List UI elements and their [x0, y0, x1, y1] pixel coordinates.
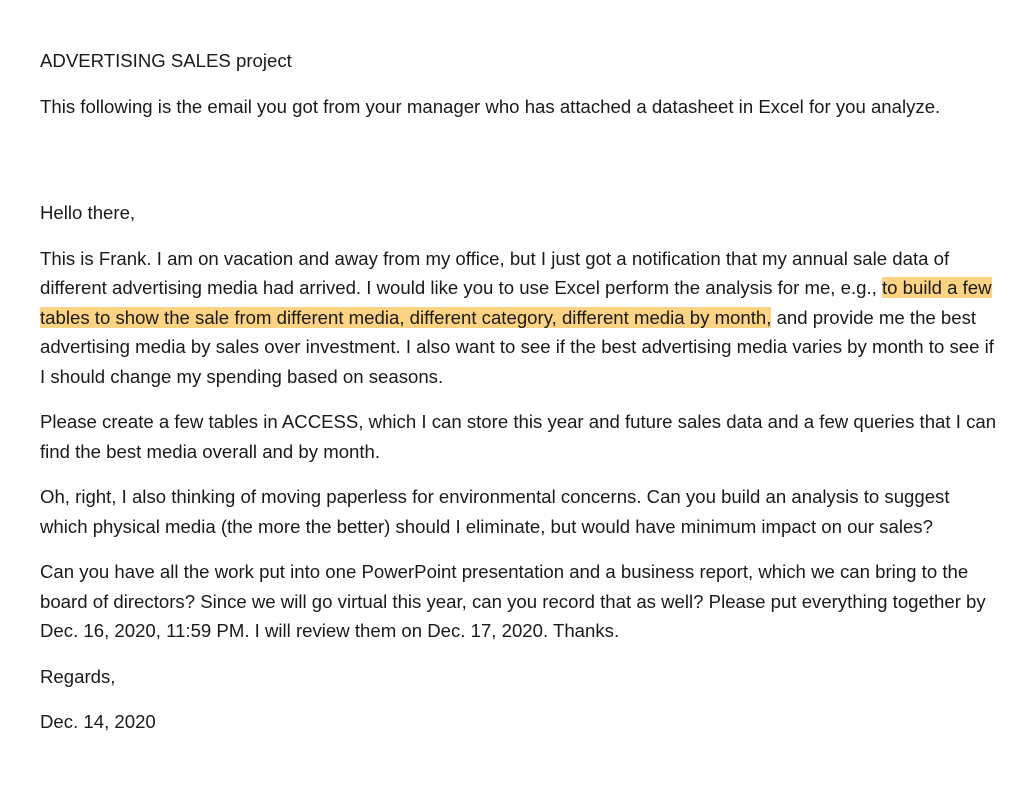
document-title: ADVERTISING SALES project [40, 50, 292, 71]
paragraph-access-tables: Please create a few tables in ACCESS, which I can store this year and future sales data and a few queries that I can find the best media overall and by month. [40, 411, 997, 462]
intro-paragraph: This following is the email you got from your manager who has attached a datasheet in Excel for you analyze. [40, 95, 941, 117]
signature-date: Dec. 14, 2020 [40, 711, 156, 732]
closing-line: Regards, [40, 665, 116, 687]
greeting-line: Hello there, [40, 202, 136, 223]
highlighted-text: to build a few tables to show the sale from different media, different category, different media by month, [40, 277, 992, 328]
paragraph-text: and provide me the best advertising media by sales over investment. I also want to see if the best advertising media varies by month to see if I should change my spending based on seasons. [40, 306, 994, 387]
paragraph-paperless: Oh, right, I also thinking of moving paperless for environmental concerns. Can you build an analysis to suggest which physical media (the more the better) should I eliminate, but would have minimum impact on our sales? [40, 486, 950, 537]
document-body [40, 46, 1000, 737]
paragraph-presentation: Can you have all the work put into one PowerPoint presentation and a business report, which we can bring to the board of directors? Since we will go virtual this year, can you record that as well? Please put everything together by Dec. 16, 2020, 11:59 PM. I will review them on Dec. 17, 2020. Thanks. [40, 561, 986, 641]
paragraph-text: This is Frank. I am on vacation and away from my office, but I just got a notification that my annual sale data of different advertising media had arrived. I would like you to use Excel perform the analysis for me, e.g., [40, 247, 950, 298]
paragraph-request-analysis [40, 244, 1000, 392]
